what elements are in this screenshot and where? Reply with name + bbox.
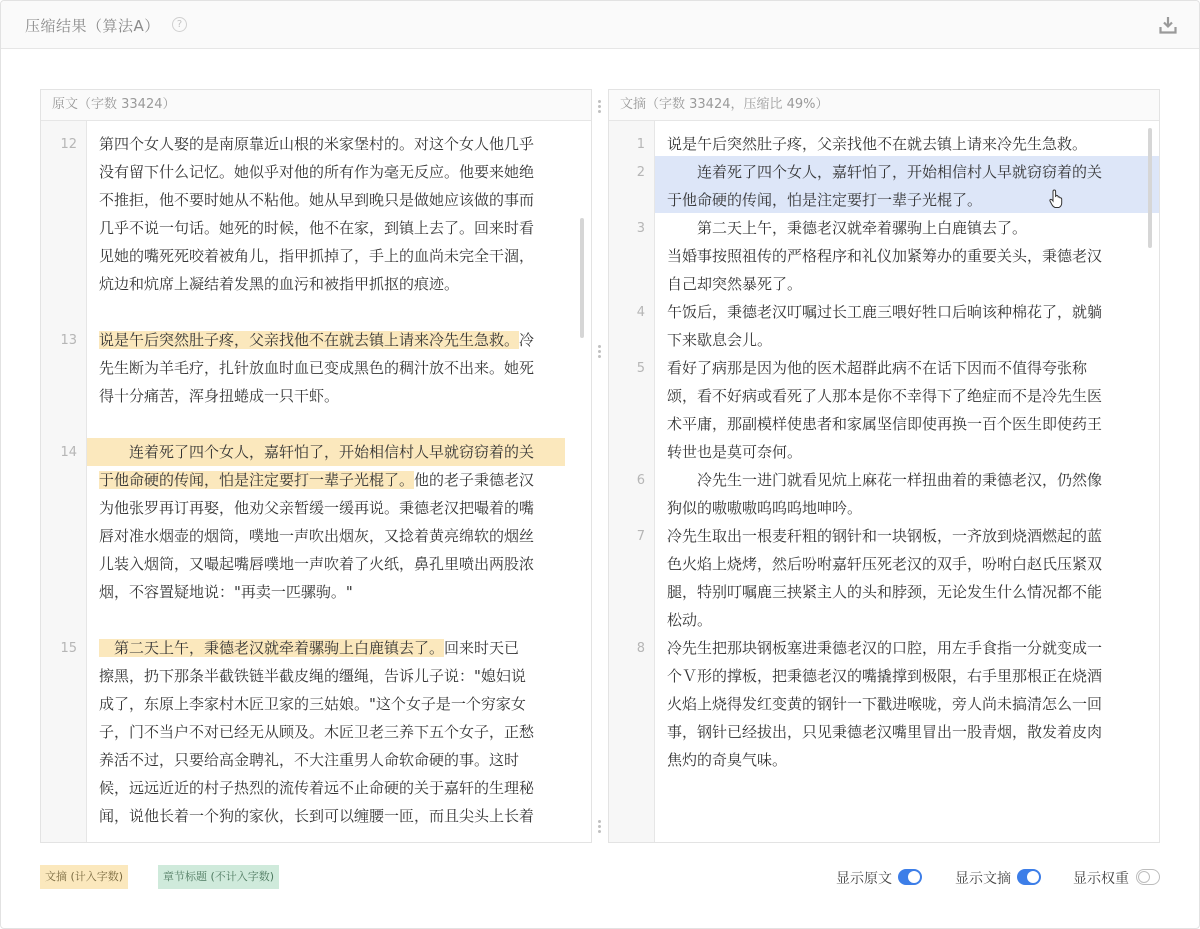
paragraph-line — [99, 158, 534, 186]
text-run: 第四个女人娶的是南原靠近山根的米家堡村的。对这个女人他几乎 — [99, 135, 535, 153]
original-text-content[interactable] — [87, 121, 591, 842]
paragraph-line — [99, 578, 353, 606]
paragraph-line: 腿，特别叮嘱鹿三挟紧主人的头和脖颈，无论发生什么情况都不能 — [667, 583, 1103, 601]
text-run: 不推拒，他不要时她从不粘他。她从早到晚只是做她应该做的事而 — [99, 191, 535, 209]
line-number: 12 — [60, 137, 77, 152]
digest-highlight: 第二天上午，秉德老汉就牵着骡驹上白鹿镇去了。 — [99, 639, 445, 657]
paragraph-line — [99, 242, 534, 270]
digest-text-pane[interactable] — [608, 89, 1160, 843]
show-original-toggle[interactable] — [898, 869, 922, 885]
show-weight-label: 显示权重 — [1073, 871, 1129, 887]
paragraph-line — [99, 718, 534, 746]
paragraph-line — [99, 326, 534, 354]
download-icon[interactable] — [1159, 16, 1177, 34]
line-number: 1 — [636, 137, 645, 152]
paragraph-line: 冷先生把那块钢板塞进秉德老汉的口腔，用左手食指一分就变成一 — [667, 639, 1103, 657]
paragraph-line: 下来歇息会儿。 — [667, 331, 773, 349]
show-digest-toggle[interactable] — [1017, 869, 1041, 885]
paragraph-line: 颂，看不好病或看死了人那本是你不幸得下了绝症而不是冷先生医 — [667, 387, 1103, 405]
question-circle-icon[interactable]: ? — [172, 17, 187, 32]
show-digest-label: 显示文摘 — [955, 871, 1011, 887]
paragraph-line: 午饭后，秉德老汉叮嘱过长工鹿三喂好牲口后晌该种棉花了，就躺 — [667, 303, 1103, 321]
show-original-label: 显示原文 — [836, 871, 892, 887]
paragraph-line: 于他命硬的传闻，怕是注定要打一辈子光棍了。 — [667, 191, 983, 209]
text-run: 儿装入烟筒，又嘬起嘴唇噗地一声吹着了火纸，鼻孔里喷出两股浓 — [99, 555, 535, 573]
text-run: 回来时天已 — [444, 639, 520, 657]
text-run: 冷 — [519, 331, 535, 349]
paragraph-line: 术平庸，那副模样使患者和家属坚信即使再换一百个医生即使药王 — [667, 415, 1103, 433]
text-run: 闻，说他长着一个狗的家伙，长到可以缠腰一匝，而且尖头上长着 — [99, 807, 535, 825]
hand-cursor-icon — [1048, 189, 1064, 209]
paragraph-line — [99, 494, 534, 522]
text-run: 烟，不容置疑地说："再卖一匹骡驹。" — [99, 583, 353, 601]
paragraph-line — [99, 746, 519, 774]
digest-highlight: 说是午后突然肚子疼，父亲找他不在就去镇上请来冷先生急救。 — [99, 331, 520, 349]
text-run: 唇对准水烟壶的烟筒，噗地一声吹出烟灰，又捻着黄亮绵软的烟丝 — [99, 527, 535, 545]
legend-digest: 文摘 (计入字数) — [40, 865, 128, 889]
digest-text-content[interactable] — [655, 121, 1159, 842]
digest-highlight: 于他命硬的传闻，怕是注定要打一辈子光棍了。 — [99, 471, 415, 489]
line-number: 2 — [636, 165, 645, 180]
paragraph-line — [99, 186, 534, 214]
paragraph-line: 第二天上午，秉德老汉就牵着骡驹上白鹿镇去了。 — [667, 219, 1028, 237]
paragraph-line: 说是午后突然肚子疼，父亲找他不在就去镇上请来冷先生急救。 — [667, 135, 1088, 153]
panel-header — [1, 1, 1199, 49]
line-number: 5 — [636, 361, 645, 376]
paragraph-line — [99, 522, 534, 550]
original-text-pane[interactable] — [40, 89, 592, 843]
paragraph-line: 事，钢针已经拔出，只见秉德老汉嘴里冒出一股青烟，散发着皮肉 — [667, 723, 1103, 741]
text-run: 擦黑，扔下那条半截铁链半截皮绳的缰绳，告诉儿子说："媳妇说 — [99, 667, 526, 685]
digest-pane-title: 文摘（字数 33424，压缩比 49%） — [609, 90, 1159, 121]
paragraph-line: 当婚事按照祖传的严格程序和礼仪加紧筹办的重要关头，秉德老汉 — [667, 247, 1103, 265]
paragraph-line: 冷先生取出一根麦秆粗的钢针和一块钢板，一齐放到烧酒燃起的蓝 — [667, 527, 1103, 545]
text-run: 养活不过，只要给高金聘礼，不大注重男人命软命硬的事。这时 — [99, 751, 520, 769]
paragraph-line — [99, 662, 526, 690]
paragraph-line: 转世也是莫可奈何。 — [667, 443, 803, 461]
paragraph-line: 自己却突然暴死了。 — [667, 275, 803, 293]
line-number: 8 — [636, 641, 645, 656]
panel-title: 压缩结果（算法A） — [25, 17, 160, 35]
paragraph-line — [99, 382, 339, 410]
line-number: 4 — [636, 305, 645, 320]
line-number-gutter — [609, 121, 655, 842]
paragraph-line — [99, 438, 565, 466]
paragraph-line: 狗似的嗷嗷嗷呜呜呜地呻吟。 — [667, 499, 863, 517]
text-run: 见她的嘴死死咬着被角儿，指甲抓掉了，手上的血尚未完全干涸， — [99, 247, 535, 265]
paragraph-line: 松动。 — [667, 611, 713, 629]
paragraph-line: 冷先生一进门就看见炕上麻花一样扭曲着的秉德老汉，仍然像 — [667, 471, 1103, 489]
drag-handle-icon[interactable] — [598, 820, 602, 835]
paragraph-line: 焦灼的奇臭气味。 — [667, 751, 788, 769]
paragraph-line: 个Ｖ形的撑板，把秉德老汉的嘴撬撑到极限，右手里那根正在烧酒 — [667, 667, 1103, 685]
paragraph-line — [99, 802, 534, 830]
paragraph-line: 火焰上烧得发红变黄的钢针一下戳进喉咙，旁人尚未搞清怎么一回 — [667, 695, 1103, 713]
text-run: 没有留下什么记忆。她似乎对他的所有作为毫无反应。他要来她绝 — [99, 163, 535, 181]
digest-highlight: 连着死了四个女人，嘉轩怕了，开始相信村人早就窃窃着的关 — [87, 438, 565, 466]
paragraph-line — [99, 214, 534, 242]
text-run: 子，门不当户不对已经无从顾及。木匠卫老三养下五个女子，正愁 — [99, 723, 535, 741]
line-number: 7 — [636, 529, 645, 544]
line-number: 15 — [60, 641, 77, 656]
text-run: 先生断为羊毛疗，扎针放血时血已变成黑色的稠汁放不出来。她死 — [99, 359, 535, 377]
text-run: 为他张罗再订再娶，他劝父亲暂缓一缓再说。秉德老汉把嘬着的嘴 — [99, 499, 535, 517]
drag-handle-icon[interactable] — [598, 345, 602, 360]
line-number: 13 — [60, 333, 77, 348]
paragraph-line — [99, 466, 534, 494]
paragraph-line — [99, 130, 534, 158]
line-number: 6 — [636, 473, 645, 488]
paragraph-line — [99, 354, 534, 382]
digest-scrollbar[interactable] — [1148, 128, 1152, 248]
text-run: 成了，东原上李家村木匠卫家的三姑娘。"这个女子是一个穷家女 — [99, 695, 526, 713]
show-weight-toggle[interactable] — [1136, 869, 1160, 885]
line-number-gutter — [41, 121, 87, 842]
original-pane-title: 原文（字数 33424） — [41, 90, 591, 121]
text-run: 炕边和炕席上凝结着发黑的血污和被指甲抓抠的痕迹。 — [99, 275, 460, 293]
paragraph-line — [99, 690, 526, 718]
text-run: 得十分痛苦，浑身扭蜷成一只干虾。 — [99, 387, 340, 405]
legend-chapter-title: 章节标题 (不计入字数) — [158, 865, 279, 889]
paragraph-line — [99, 774, 534, 802]
text-run: 候，远远近近的村子热烈的流传着远不止命硬的关于嘉轩的生理秘 — [99, 779, 535, 797]
paragraph-line: 连着死了四个女人，嘉轩怕了，开始相信村人早就窃窃着的关 — [667, 163, 1103, 181]
paragraph-line — [99, 270, 459, 298]
paragraph-line — [99, 634, 519, 662]
original-scrollbar[interactable] — [580, 218, 584, 338]
line-number: 3 — [636, 221, 645, 236]
paragraph-line: 色火焰上烧烤，然后吩咐嘉轩压死老汉的双手，吩咐白赵氏压紧双 — [667, 555, 1103, 573]
line-number: 14 — [60, 445, 77, 460]
text-run: 几乎不说一句话。她死的时候，他不在家，到镇上去了。回来时看 — [99, 219, 535, 237]
paragraph-line: 看好了病那是因为他的医术超群此病不在话下因而不值得夸张称 — [667, 359, 1088, 377]
drag-handle-icon[interactable] — [598, 100, 602, 115]
paragraph-line — [99, 550, 534, 578]
text-run: 他的老子秉德老汉 — [414, 471, 535, 489]
pane-splitter[interactable] — [592, 89, 608, 843]
